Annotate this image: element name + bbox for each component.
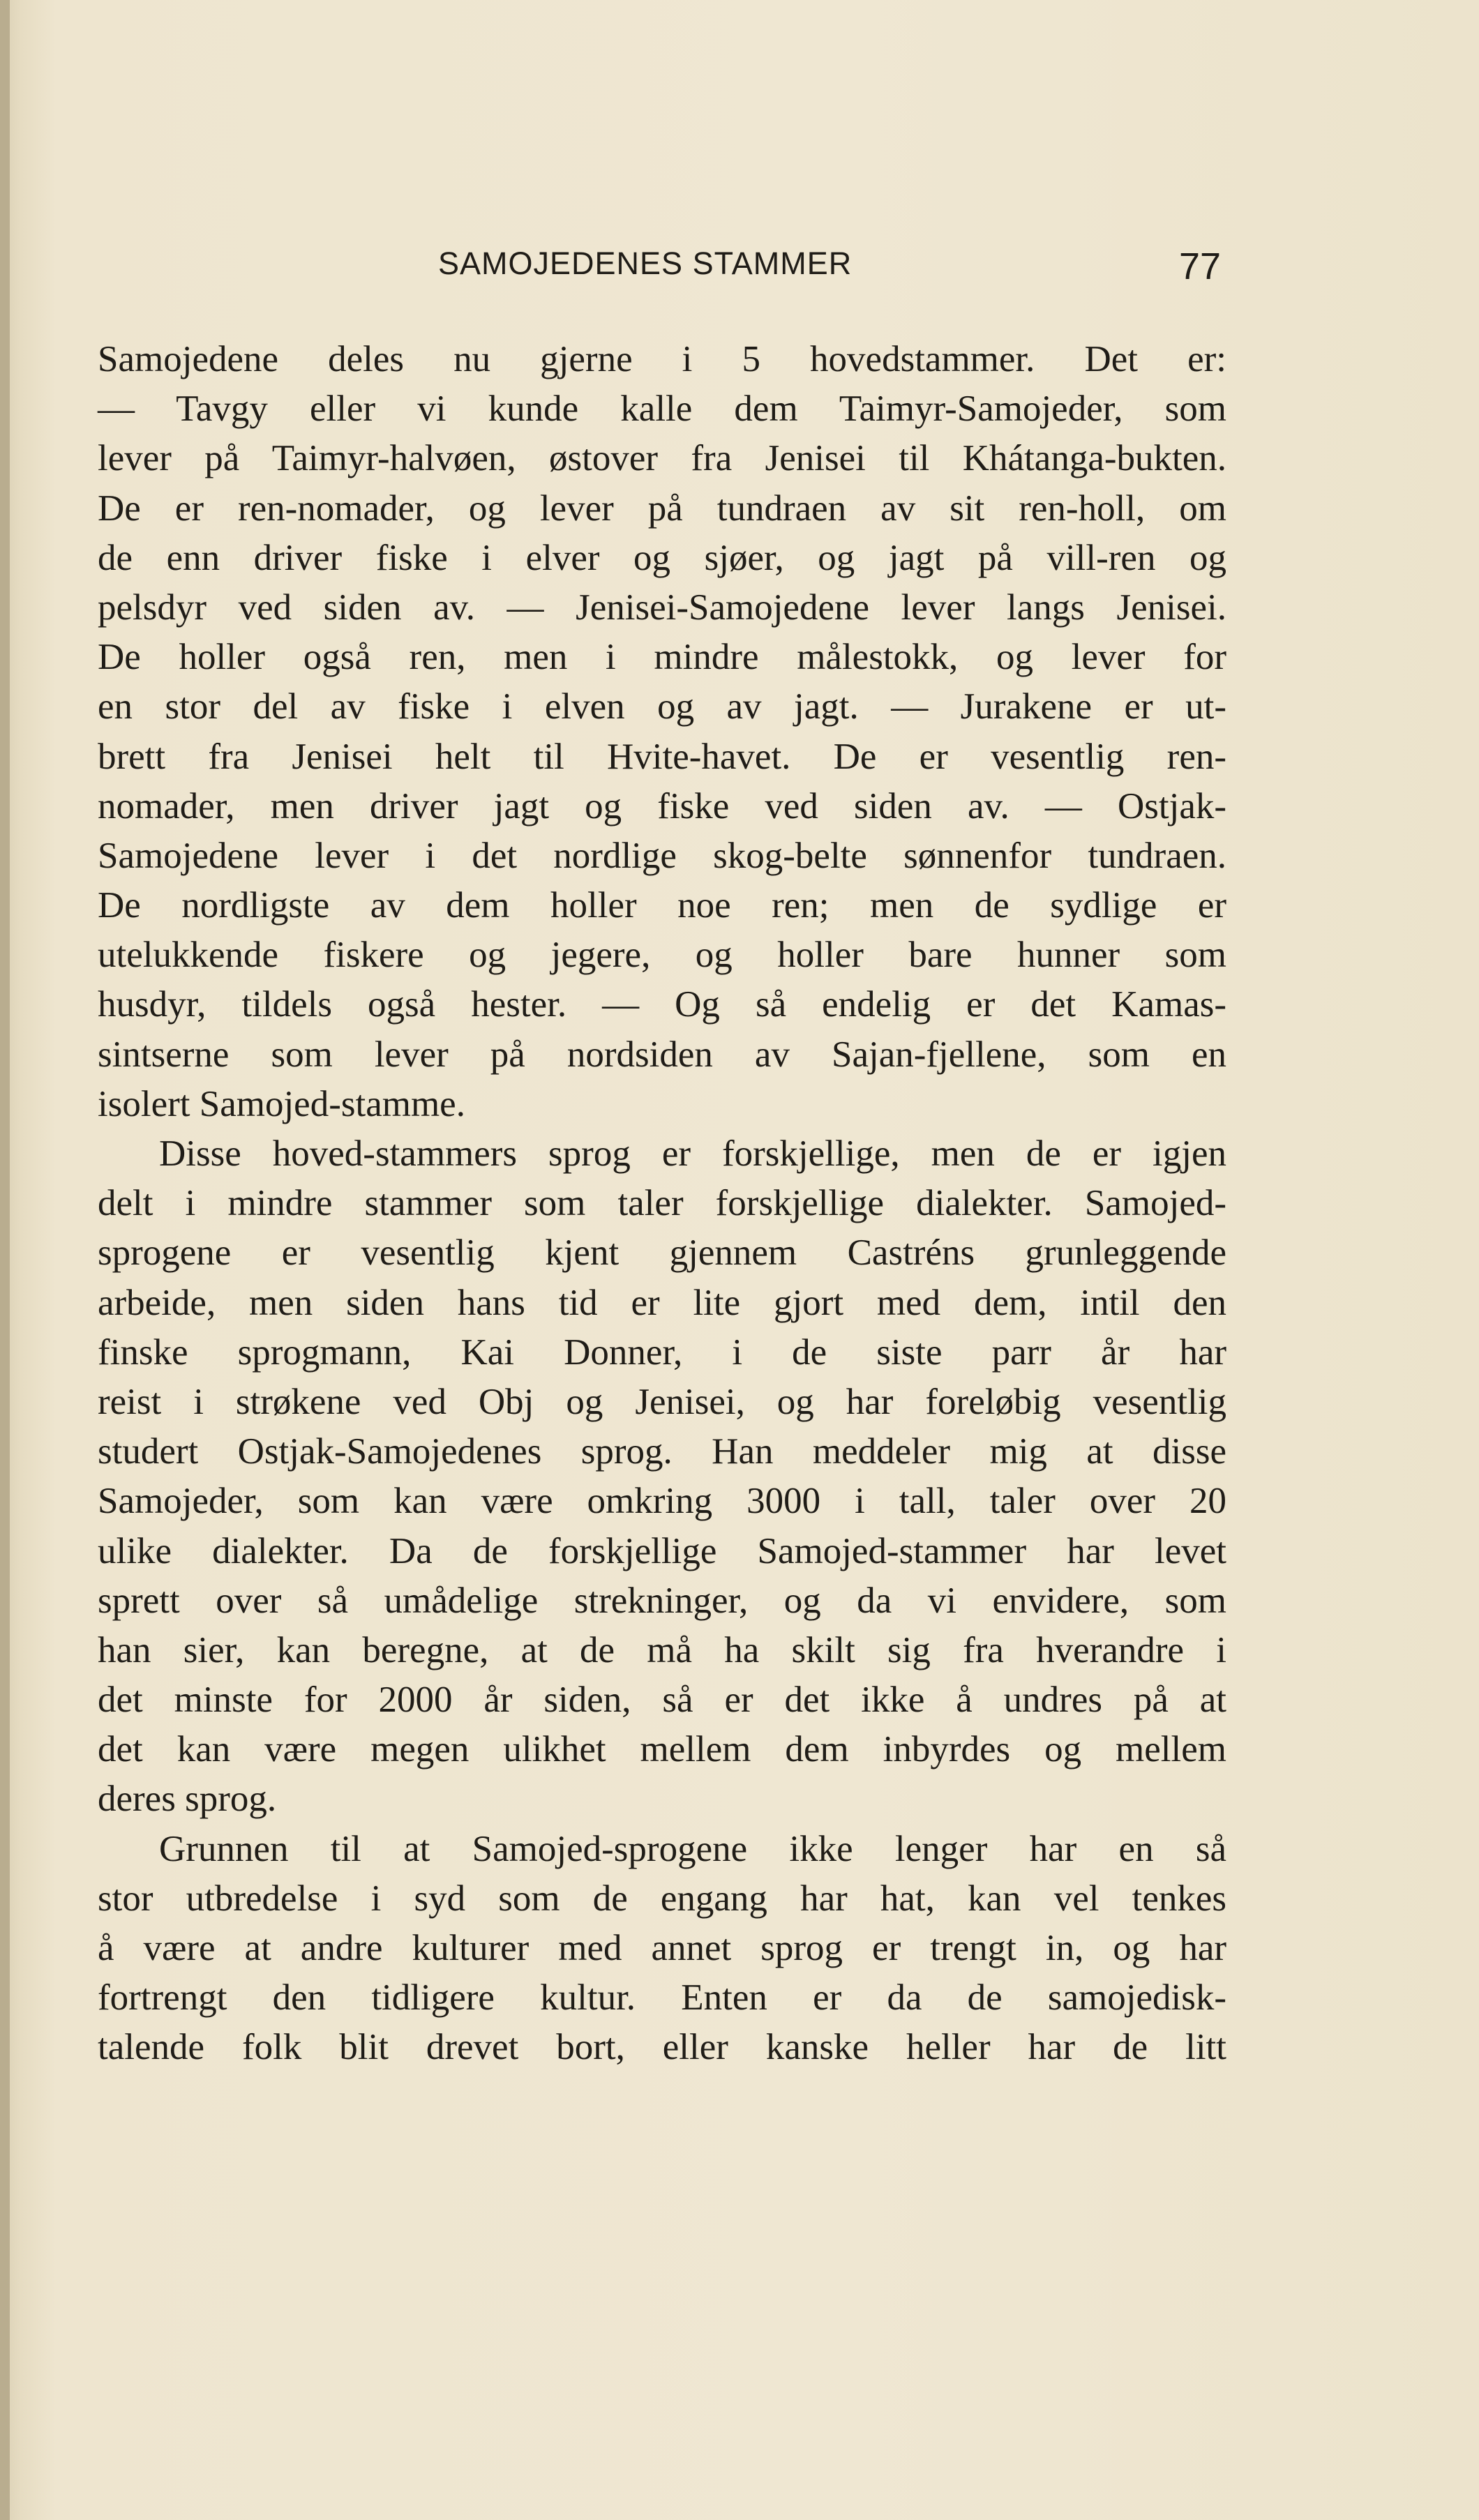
text-line: studert Ostjak-Samojedenes sprog. Han meddeler mig at disse bbox=[98, 1431, 1226, 1472]
text-line: Samojedene deles nu gjerne i 5 hovedstammer. Det er: bbox=[98, 339, 1226, 379]
paragraph-start-line: Grunnen til at Samojed-sprogene ikke lenger har en så bbox=[159, 1828, 1226, 1869]
text-line: nomader, men driver jagt og fiske ved siden av. — Ostjak- bbox=[98, 785, 1226, 827]
text-line: han sier, kan beregne, at de må ha skilt sig fra hverandre i bbox=[98, 1629, 1226, 1670]
text-line: de enn driver fiske i elver og sjøer, og jagt på vill-ren og bbox=[98, 537, 1226, 578]
text-line: delt i mindre stammer som taler forskjellige dialekter. Samojed- bbox=[98, 1183, 1226, 1224]
text-line: husdyr, tildels også hester. — Og så endelig er det Kamas- bbox=[98, 984, 1226, 1025]
text-line: sprett over så umådelige strekninger, og da vi envidere, som bbox=[98, 1580, 1226, 1621]
text-line: ulike dialekter. Da de forskjellige Samojed-stammer har levet bbox=[98, 1530, 1226, 1571]
text-line: De er ren-nomader, og lever på tundraen av sit ren-holl, om bbox=[98, 488, 1226, 529]
paragraph-end-line: isolert Samojed-stamme. bbox=[98, 1083, 465, 1124]
text-line: — Tavgy eller vi kunde kalle dem Taimyr-Samojeder, som bbox=[98, 388, 1226, 430]
text-line: fortrengt den tidligere kultur. Enten er da de samojedisk- bbox=[98, 1977, 1226, 2019]
text-line: det minste for 2000 år siden, så er det ikke å undres på at bbox=[98, 1680, 1226, 1721]
text-line: det kan være megen ulikhet mellem dem inbyrdes og mellem bbox=[98, 1729, 1226, 1770]
text-line: pelsdyr ved siden av. — Jenisei-Samojedene lever langs Jenisei. bbox=[98, 587, 1226, 628]
text-line: stor utbredelse i syd som de engang har hat, kan vel tenkes bbox=[98, 1878, 1226, 1919]
text-line: reist i strøkene ved Obj og Jenisei, og har foreløbig vesentlig bbox=[98, 1381, 1226, 1422]
text-line: Samojedene lever i det nordlige skog-belte sønnenfor tundraen. bbox=[98, 835, 1226, 876]
text-line: å være at andre kulturer med annet sprog er trengt in, og har bbox=[98, 1928, 1226, 1968]
body-text bbox=[98, 335, 1226, 2073]
text-line: finske sprogmann, Kai Donner, i de siste parr år har bbox=[98, 1331, 1226, 1373]
text-line: brett fra Jenisei helt til Hvite-havet. De er vesentlig ren- bbox=[98, 736, 1226, 777]
text-line: utelukkende fiskere og jegere, og holler bare hunner som bbox=[98, 935, 1226, 976]
text-line: sintserne som lever på nordsiden av Sajan-fjellene, som en bbox=[98, 1034, 1226, 1075]
text-line: sprogene er vesentlig kjent gjennem Castréns grunleggende bbox=[98, 1232, 1226, 1274]
page-number: 77 bbox=[1179, 246, 1222, 287]
paragraph-end-line: deres sprog. bbox=[98, 1779, 277, 1820]
text-line: De holler også ren, men i mindre målestokk, og lever for bbox=[98, 637, 1226, 678]
text-line: De nordligste av dem holler noe ren; men de sydlige er bbox=[98, 885, 1226, 926]
text-line: en stor del av fiske i elven og av jagt. — Jurakene er ut- bbox=[98, 686, 1226, 727]
text-line: talende folk blit drevet bort, eller kanske heller har de litt bbox=[98, 2027, 1226, 2068]
text-line: arbeide, men siden hans tid er lite gjort med dem, intil den bbox=[98, 1282, 1226, 1323]
page-gutter-edge bbox=[0, 0, 10, 2520]
paragraph-start-line: Disse hoved-stammers sprog er forskjellige, men de er igjen bbox=[159, 1133, 1226, 1174]
running-head: SAMOJEDENES STAMMER bbox=[438, 246, 853, 281]
text-line: lever på Taimyr-halvøen, østover fra Jenisei til Khátanga-bukten. bbox=[98, 438, 1226, 479]
text-line: Samojeder, som kan være omkring 3000 i tall, taler over 20 bbox=[98, 1481, 1226, 1522]
